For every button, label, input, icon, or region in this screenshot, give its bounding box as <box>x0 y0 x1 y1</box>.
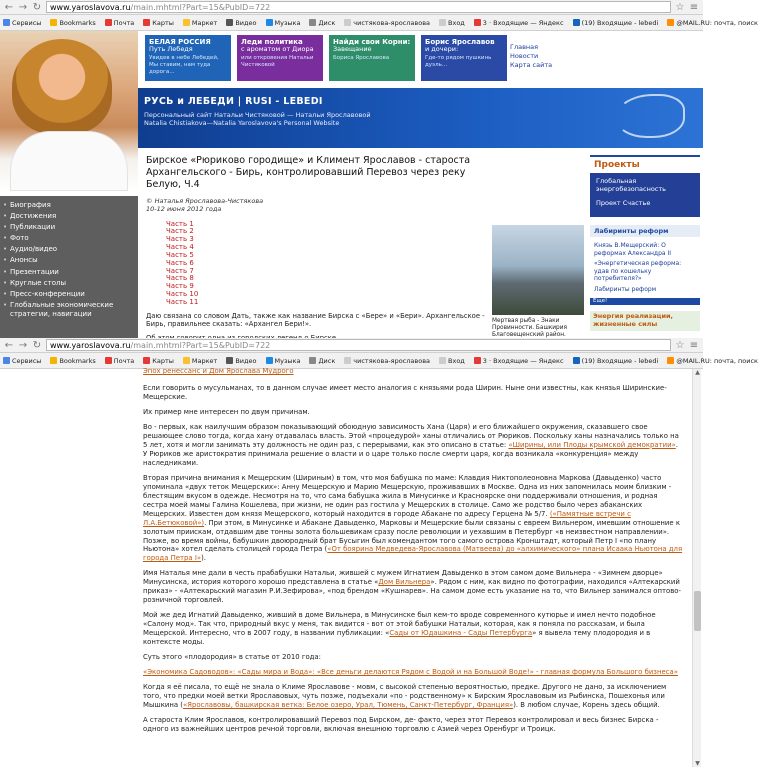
part-link[interactable]: Часть 4 <box>166 243 194 252</box>
bookmark-item[interactable]: (19) Входящие - lebedi <box>573 19 659 27</box>
maps-icon <box>143 357 150 364</box>
body-paragraph: Имя Наталья мне дали в честь прабабушки Натальи, жившей с мужем Игнатием Давыденко в этом самом доме Вильнера - «Зимнем дворце» Минусинска, история которого хорошо представлена в статье «Дом Вильнера». Рядом с ним, как видно по фотографии, находился «Алтекарский приказ» - «Алтекарьский магазин Р.И.Зефирова», «под брендом «Кушнарев». На самом доме есть указание на то, что Вильнер занимался оптово-розничной торговлей. <box>143 569 682 605</box>
part-link[interactable]: Часть 5 <box>166 250 194 259</box>
reform-link[interactable]: Лабиринты реформ <box>594 285 657 293</box>
menu-icon[interactable]: ≡ <box>689 1 699 13</box>
bookmark-item[interactable]: (19) Входящие - lebedi <box>573 357 659 365</box>
bookmark-item[interactable]: Видео <box>226 19 256 27</box>
market-icon <box>183 19 190 26</box>
project-link[interactable]: Глобальная энергобезопасность <box>596 177 666 194</box>
part-link[interactable]: Часть 11 <box>166 297 199 306</box>
author-photo <box>0 31 138 191</box>
banner[interactable]: Леди политика с ароматом от Диора или откровения Натальи Чистяковой <box>237 35 323 81</box>
inline-link[interactable]: Дом Вильнера <box>378 578 431 587</box>
more-link[interactable]: Еще! <box>590 298 700 305</box>
page-top <box>0 31 703 338</box>
url-field[interactable] <box>46 339 671 351</box>
menu-item[interactable]: • Аудио/видео <box>0 244 138 255</box>
bookmark-item[interactable]: Маркет <box>183 19 217 27</box>
projects-box <box>590 173 700 217</box>
part-link[interactable]: Часть 9 <box>166 282 194 291</box>
mail-icon <box>105 19 112 26</box>
reform-link[interactable]: Князь В.Мещерский: О реформах Александра II <box>594 242 672 257</box>
site-subtitle-en: Natalia Chistiakova—Natalia Yaroslavova's Personal Website <box>144 119 340 127</box>
star-icon <box>50 357 57 364</box>
article-paragraph: Даю связана со словом Дать, также как название Бирска с «Бере» и «Бери». Архангельское - Бирь, правильнее сказать: «Архангел Бери!». <box>146 311 485 329</box>
article <box>146 155 486 342</box>
banner-row <box>145 35 507 81</box>
music-icon <box>266 357 273 364</box>
disk-icon <box>309 19 316 26</box>
mail-icon <box>105 357 112 364</box>
top-links <box>510 43 552 69</box>
reforms-heading: Лабиринты реформ <box>590 225 700 237</box>
site-title: РУСЬ и ЛЕБЕДИ | RUSI - LEBEDI <box>144 96 323 107</box>
page-icon <box>344 19 351 26</box>
facebook-icon <box>573 19 580 26</box>
menu-item[interactable]: • Круглые столы <box>0 278 138 289</box>
inline-link[interactable]: «Экономика Садоводов»: «Сады мира и Вода»: «Все деньги делаются Рядом с Водой и на Большой Воде!» - главная формула Большого бизнеса» <box>143 668 678 677</box>
maps-icon <box>143 19 150 26</box>
bookmark-item[interactable]: @MAIL.RU: почта, поиск <box>667 357 758 365</box>
url-host: www.yaroslavova.ru <box>50 2 131 12</box>
back-icon[interactable]: ← <box>4 1 14 13</box>
part-link[interactable]: Часть 7 <box>166 266 194 275</box>
vertical-scrollbar[interactable] <box>692 369 701 767</box>
reload-icon[interactable]: ↻ <box>32 1 42 13</box>
body-paragraph: Суть этого «плодородия» в статье от 2010 года: <box>143 653 321 662</box>
scroll-up-icon[interactable]: ▲ <box>695 369 700 376</box>
star-icon <box>50 19 57 26</box>
bookmark-item[interactable]: Диск <box>309 357 335 365</box>
photo-caption: Мертвая рыба - Знаки Провинности. Башкирия Благовещенский район. <box>492 318 567 338</box>
video-icon <box>226 357 233 364</box>
music-icon <box>266 19 273 26</box>
menu-item[interactable]: • Презентации <box>0 267 138 278</box>
bookmark-item[interactable]: Вход <box>439 357 465 365</box>
menu-icon[interactable]: ≡ <box>689 339 699 351</box>
body-paragraph: А староста Клим Ярославов, контролировавший Перевоз под Бирском, де- факто, через этот Перевоз контролировал и весь бизнес Бирска - одного из важнейших центров речной торговли, включая внешнюю торговлю с Азией через Оренбург и Троицк. <box>143 716 659 733</box>
menu-item[interactable]: • Биография <box>0 200 138 211</box>
body-paragraph: Вторая причина внимания к Мещерским (Шириным) в том, что моя бабушка по маме: Клавдия Никтополеоновна Маркова (Давыденко) часто упоминала «двух теток Мещерских»: Анну Мещерскую и Марию Мещерскую, проживавших в Москве. Одна из них запомнилась моим близким - блестящим вкусом в одежде. Несмотря на то, что сама бабушка жила в Минусинке и Красноярске они поддерживали отношения, и родная сестра моей мамы Галина Кошелева, при жизни, не один раз гостила у Мещерских в столице. Само же родство было через абаканских Мещерских. Известен дом князя Мещерского, который находится в городе Абакане по адресу Герцена № 5/7. («Памятные встречи с Л.А.Бетюковой»). При этом, в Минусинке и Абакане Давыденко, Марковы и Мещерские были связаны с евреем Вильнером, имевшим отношение к золотым приискам, отдавшим две тонны золота большевикам сразу после революции и уехавшим в Петербург «в неизвестном направлении». Позже, во время войны, бабушкин двоюродный брат Бусыгин был комендантом того самого острова Кронштадт, который Петр I «по плану Ньютона» хотел сделать столицей города Петра («От боярина Медведева-Ярославова (Матвеева) до «алхимического» плана Исаака Ньютона для города Петра I»). <box>143 473 683 563</box>
body-paragraph: Мой же дед Игнатий Давыденко, живший в доме Вильнера, в Минусинске был кем-то вроде современного кутюрье и имел нечто подобное «Салону мод». Так что, природный вкус у меня, так видится - вот от этой бабушки Натальи, которая, как я поняла по рассказам, и была Мещерской. Интересно, что в 2007 году, в названии публикации: «Сады от Юдашкина - Сады Петербурга» я вывела тему плодородия и в контексте моды. <box>143 611 656 647</box>
menu-item[interactable]: • Анонсы <box>0 255 138 266</box>
link-news[interactable]: Новости <box>510 51 539 60</box>
part-link[interactable]: Часть 1 <box>166 219 194 228</box>
bookmark-item[interactable]: Сервисы <box>3 357 41 365</box>
right-sidebar <box>590 155 700 331</box>
url-field[interactable] <box>46 1 671 13</box>
mailru-icon <box>667 357 674 364</box>
inline-link[interactable]: «Ярославовы, башкирская ветка: Белое озеро, Урал, Тюмень, Санкт-Петербург, Франция» <box>182 701 514 710</box>
bookmark-item[interactable]: Почта <box>105 357 134 365</box>
part-link[interactable]: Часть 8 <box>166 274 194 283</box>
body-paragraph <box>143 668 683 677</box>
inline-link[interactable]: «От боярина Медведева-Ярославова (Матвеева) до «алхимического» плана Исаака Ньютона для города Петра I» <box>143 545 683 563</box>
bookmark-item[interactable]: Маркет <box>183 357 217 365</box>
bookmark-item[interactable]: чистякова-ярославова <box>344 357 430 365</box>
part-link[interactable]: Часть 6 <box>166 258 194 267</box>
site-header <box>138 88 703 148</box>
facebook-icon <box>573 357 580 364</box>
scroll-down-icon[interactable]: ▼ <box>695 760 700 767</box>
yandex-icon <box>474 357 481 364</box>
menu-item[interactable]: • Фото <box>0 233 138 244</box>
left-menu <box>0 196 138 338</box>
part-link[interactable]: Часть 2 <box>166 227 194 236</box>
scroll-thumb[interactable] <box>694 591 701 631</box>
menu-item[interactable]: • Достижения <box>0 211 138 222</box>
body-paragraph: Их пример мне интересен по двум причинам. <box>143 407 310 416</box>
bookmark-item[interactable]: 3 · Входящие — Яндекс <box>474 19 564 27</box>
bookmark-item[interactable]: 3 · Входящие — Яндекс <box>474 357 564 365</box>
banner[interactable]: БЕЛАЯ РОССИЯ Путь Лебедя Увидев в небе Лебедей, Мы ставим, нам туда дорога... <box>145 35 231 81</box>
back-icon[interactable]: ← <box>4 339 14 351</box>
bookmark-item[interactable]: чистякова-ярославова <box>344 19 430 27</box>
site-subtitle: Персональный сайт Натальи Чистяковой — Натальи Ярославовой <box>144 111 371 119</box>
bookmark-item[interactable]: Карты <box>143 357 174 365</box>
bookmark-item[interactable]: Почта <box>105 19 134 27</box>
star-icon[interactable]: ☆ <box>675 339 685 351</box>
bookmark-item[interactable]: @MAIL.RU: почта, поиск <box>667 19 758 27</box>
article-photo <box>492 225 584 353</box>
address-bar-2 <box>0 338 703 353</box>
bookmark-item[interactable]: Сервисы <box>3 19 41 27</box>
bookmark-item[interactable]: Диск <box>309 19 335 27</box>
inline-link[interactable]: Эпох ренессанс и Дом Ярослава Мудрого <box>143 367 294 375</box>
forward-icon[interactable]: → <box>18 339 28 351</box>
parts-list <box>166 221 486 307</box>
reforms-list <box>590 237 700 295</box>
project-link[interactable]: Проект Счастье <box>596 199 651 208</box>
url-host: www.yaroslavova.ru <box>50 340 131 350</box>
page-icon <box>344 357 351 364</box>
article-author: © Наталья Ярославова-Чистякова <box>146 196 264 205</box>
bookmark-item[interactable]: Bookmarks <box>50 357 95 365</box>
bookmark-item[interactable]: Музыка <box>266 19 301 27</box>
body-paragraph: Во - первых, как наилучшим образом показывающий обоюдную зависимость Хана (Царя) и его ближайшего окружения, сказавшего свое решающее слово тогда, когда хану отдавалась власть. Этой «процедурой» ханы отличались от Рюриков. Поскольку ханы назначались только на 5 лет, хотя и могли занимать эту должность не один раз, с перерывами, как это описано в статье: «Ширины, или Плоды крымской демократии». У Рюриков же аристократия принимала решение о власти и о царе только после смерти царя, когда возникала «конкуренция» между наследниками. <box>143 422 679 467</box>
menu-item[interactable]: • Публикации <box>0 222 138 233</box>
reload-icon[interactable]: ↻ <box>32 339 42 351</box>
url-path: /main.mhtml?Part=15&PubID=722 <box>130 340 271 350</box>
video-icon <box>226 19 233 26</box>
menu-item[interactable]: • Пресс-конференции <box>0 289 138 300</box>
inline-link[interactable]: «Ширины, или Плоды крымской демократии» <box>508 440 676 449</box>
bookmark-item[interactable]: Видео <box>226 357 256 365</box>
part-link[interactable]: Часть 10 <box>166 290 199 299</box>
market-icon <box>183 357 190 364</box>
inline-link[interactable]: («Памятные встречи с Л.А.Бетюковой») <box>143 509 631 527</box>
inline-link[interactable]: Сады от Юдашкина - Сады Петербурга <box>389 629 533 638</box>
bookmarks-bar <box>0 15 758 31</box>
url-path: /main.mhtml?Part=15&PubID=722 <box>130 2 271 12</box>
disk-icon <box>309 357 316 364</box>
link-sitemap[interactable]: Карта сайта <box>510 60 553 69</box>
address-bar <box>0 0 703 15</box>
menu-item[interactable]: • Глобальные экономические стратегии, навигации <box>0 300 138 320</box>
energy-heading: Энергия реализации, жизненные силы <box>590 311 700 331</box>
apps-icon <box>3 19 10 26</box>
bookmark-item[interactable]: Карты <box>143 19 174 27</box>
banner[interactable]: Борис Ярославов и дочери: Где-то рядом пушкинь дуэль... <box>421 35 507 81</box>
link-home[interactable]: Главная <box>510 43 539 51</box>
page-icon <box>439 357 446 364</box>
article-title: Бирское «Рюриково городище» и Климент Ярославов - староста Архангельского - Бирь, контролировавший Перевоз через реку Белую, Ч.4 <box>146 155 471 190</box>
part-link[interactable]: Часть 3 <box>166 235 194 244</box>
bookmark-item[interactable]: Вход <box>439 19 465 27</box>
star-icon[interactable]: ☆ <box>675 1 685 13</box>
banner[interactable]: Найди свои Корни: Завещание Бориса Ярославова <box>329 35 415 81</box>
second-window <box>0 338 758 767</box>
bookmark-item[interactable]: Музыка <box>266 357 301 365</box>
body-paragraph: Когда я её писала, то ещё не знала о Климе Ярославове - мовм, с высокой степенью вероятностью, предке. Другого не дано, за исключением того, что предки моей ветки Ярославовых, чуть позже, подъехали «по - родственному» к Бирским Ярославовым из Рыбинска, Пошехонья или Мышкина («Ярославовы, башкирская ветка: Белое озеро, Урал, Тюмень, Санкт-Петербург, Франция»). В любом случае, Корень здесь общий. <box>143 683 667 710</box>
river-image <box>492 225 584 315</box>
yandex-icon <box>474 19 481 26</box>
mailru-icon <box>667 19 674 26</box>
page-icon <box>439 19 446 26</box>
forward-icon[interactable]: → <box>18 1 28 13</box>
bookmark-item[interactable]: Bookmarks <box>50 19 95 27</box>
article-date: 10-12 июня 2012 года <box>146 204 222 213</box>
swan-logo <box>615 94 685 138</box>
apps-icon <box>3 357 10 364</box>
reform-link[interactable]: «Энергетическая реформа: удав по кошелькy потребителя?» <box>594 260 682 283</box>
body-paragraph: Если говорить о мусульманах, то в данном случае имеет место аналогия с князьями рода Ширин. Ныне они известны, как князья Ширинские-Мещерские. <box>143 383 667 401</box>
projects-heading: Проекты <box>590 155 700 173</box>
article-body <box>143 367 683 740</box>
